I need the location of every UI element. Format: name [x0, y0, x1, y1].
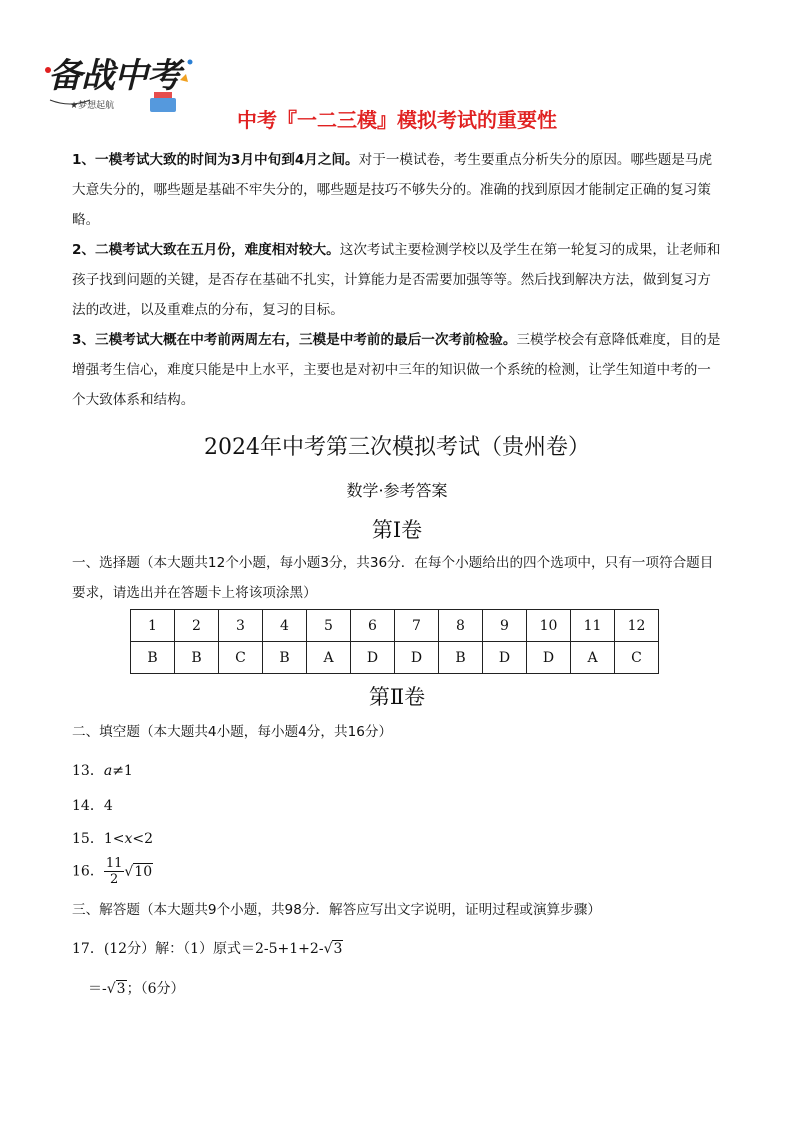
question-number: 4 — [263, 610, 307, 642]
question-number: 3 — [219, 610, 263, 642]
page-title: 中考『一二三模』模拟考试的重要性 — [237, 108, 557, 132]
answer-16-label: 16． — [72, 863, 104, 880]
intro-p3-text: 三模学校会有意降低难度，目的是增强考生信心，难度只能是中上水平，主要也是对初中三年的知识做一个系统的检测，让学生知道中考的一个大致体系和结构。 — [72, 332, 721, 408]
answer-cell: D — [483, 642, 527, 674]
intro-p2-text: 这次考试主要检测学校以及学生在第一轮复习的成果，让老师和孩子找到问题的关键，是否存在基础不扎实，计算能力是否需要加强等等。然后找到解决方法，做到复习方法的改进，以及重难点的分布，复习的目标。 — [72, 242, 721, 318]
answer-17-line-2 — [88, 978, 185, 998]
sqrt-icon: √3 — [323, 941, 343, 957]
intro-p1-bold: 1、一模考试大致的时间为3月中旬到4月之间。 — [72, 152, 359, 168]
question-number: 7 — [395, 610, 439, 642]
intro-p2-bold: 2、二模考试大致在五月份，难度相对较大。 — [72, 242, 340, 258]
logo-subtitle: ★梦想起航 — [70, 101, 115, 111]
answer-cell: C — [615, 642, 659, 674]
answer-cell: B — [131, 642, 175, 674]
question-number: 2 — [175, 610, 219, 642]
answer-17-line-2-radicand: 3 — [116, 981, 126, 997]
sqrt-icon: √3 — [106, 981, 126, 997]
answer-13-value: ≠1 — [112, 763, 133, 779]
question-number: 10 — [527, 610, 571, 642]
question-number: 5 — [307, 610, 351, 642]
answer-16-radicand: 10 — [134, 863, 153, 880]
intro-paragraph-2 — [72, 235, 724, 325]
answer-15-label: 15．1< — [72, 831, 125, 847]
answer-15-variable: x — [124, 831, 133, 847]
answer-14: 14．4 — [72, 798, 113, 814]
answer-table — [130, 609, 659, 674]
answer-cell: B — [263, 642, 307, 674]
section-1-heading: 一、选择题（本大题共12个小题，每小题3分，共36分．在每个小题给出的四个选项中，只有一项符合题目要求，请选出并在答题卡上将该项涂黑） — [72, 555, 714, 601]
sqrt-icon: √10 — [124, 863, 153, 880]
answer-cell: A — [571, 642, 615, 674]
answer-17-line-1 — [72, 938, 343, 958]
answer-cell: D — [351, 642, 395, 674]
answer-17-line-2-prefix: ＝- — [88, 981, 107, 997]
intro-paragraph-3 — [72, 325, 724, 415]
section-2-heading: 二、填空题（本大题共4小题，每小题4分，共16分） — [72, 724, 393, 740]
volume-1-heading: 第Ⅰ卷 — [371, 518, 423, 542]
question-number: 9 — [483, 610, 527, 642]
answer-15 — [72, 828, 153, 848]
fraction-numerator: 11 — [105, 856, 123, 871]
question-number: 8 — [439, 610, 483, 642]
answer-table-number-row — [131, 610, 659, 642]
answer-16 — [72, 856, 153, 887]
answer-cell: D — [527, 642, 571, 674]
answer-16-fraction — [104, 856, 125, 887]
intro-p1-text: 对于一模试卷，考生要重点分析失分的原因。哪些题是马虎大意失分的，哪些题是基础不牢失分的，哪些题是技巧不够失分的。准确的找到原因才能制定正确的复习策略。 — [72, 152, 713, 228]
intro-paragraph-1 — [72, 145, 724, 235]
answer-cell: C — [219, 642, 263, 674]
answer-17-text: 17．(12分）解：（1）原式＝2-5+1+2- — [72, 941, 324, 957]
answer-13-variable: a — [103, 763, 113, 779]
answer-cell: B — [439, 642, 483, 674]
answer-17-radicand: 3 — [333, 941, 343, 957]
logo-text: 备战中考 — [48, 56, 180, 96]
answer-table-answer-row — [131, 642, 659, 674]
answer-cell: B — [175, 642, 219, 674]
intro-section — [72, 145, 724, 415]
answer-cell: D — [395, 642, 439, 674]
section-3-heading: 三、解答题（本大题共9个小题，共98分．解答应写出文字说明，证明过程或演算步骤） — [72, 902, 601, 918]
answer-cell: A — [307, 642, 351, 674]
intro-p3-bold: 3、三模考试大概在中考前两周左右，三模是中考前的最后一次考前检验。 — [72, 332, 517, 348]
answer-13 — [72, 760, 133, 780]
answer-17-line-2-suffix: ；（6分） — [126, 981, 185, 997]
answer-15-value: <2 — [132, 831, 153, 847]
fraction-denominator: 2 — [109, 872, 119, 887]
exam-subtitle: 数学·参考答案 — [346, 481, 448, 500]
question-number: 12 — [615, 610, 659, 642]
volume-2-heading: 第Ⅱ卷 — [368, 685, 426, 709]
exam-title: 2024年中考第三次模拟考试（贵州卷） — [204, 435, 590, 460]
question-number: 1 — [131, 610, 175, 642]
answer-13-label: 13． — [72, 763, 104, 779]
question-number: 6 — [351, 610, 395, 642]
question-number: 11 — [571, 610, 615, 642]
